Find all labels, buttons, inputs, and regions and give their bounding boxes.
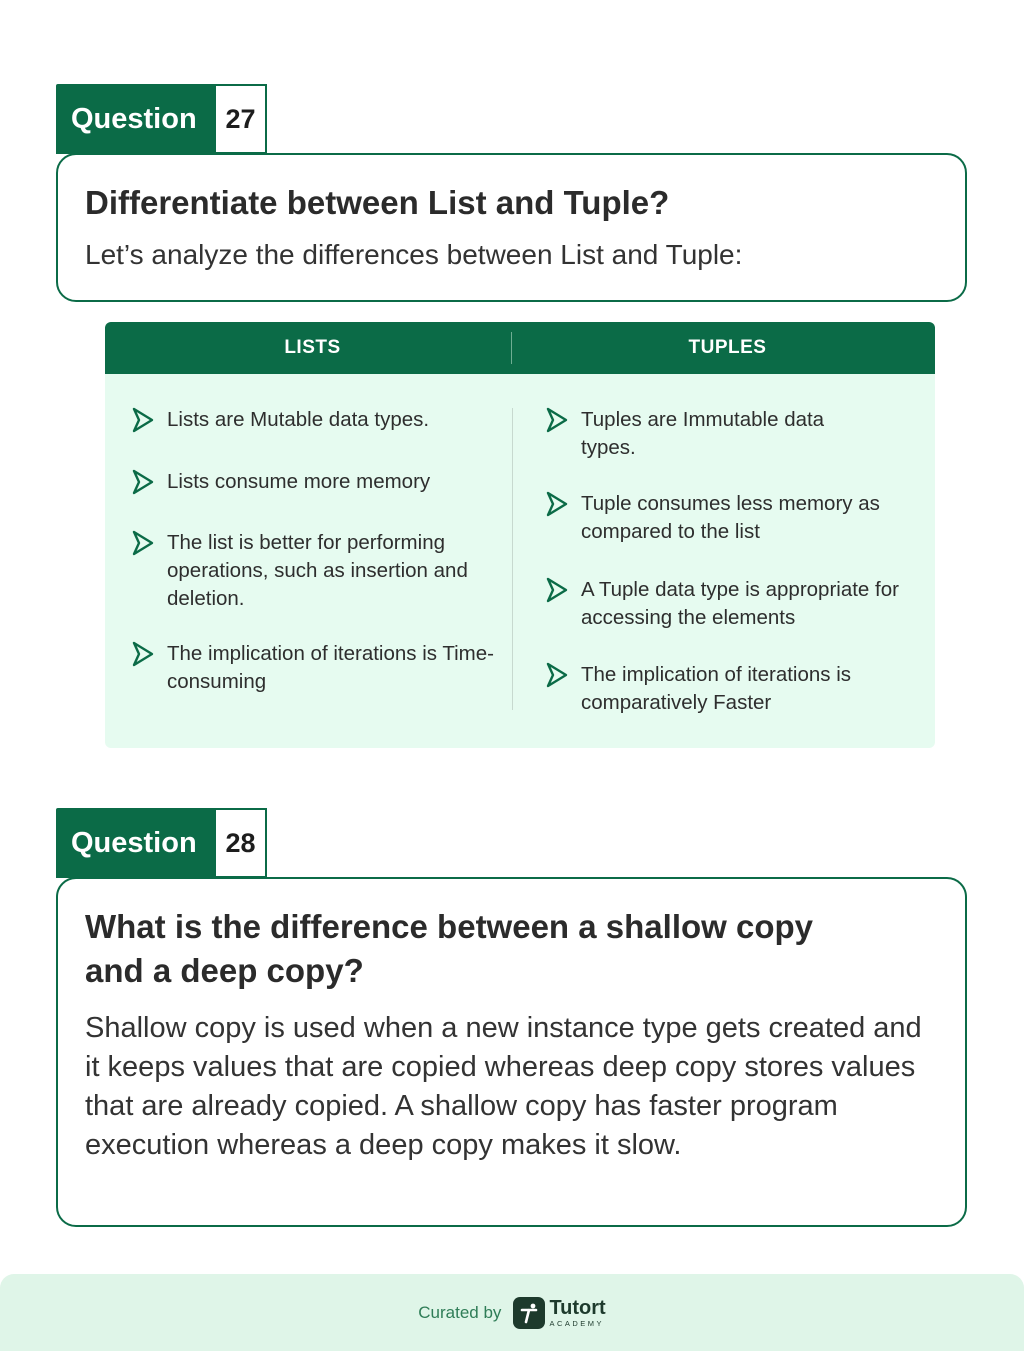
list-item-text: The list is better for performing operations, such as insertion and deletion. <box>167 531 468 610</box>
tuple-item-text: A Tuple data type is appropriate for accessing the elements <box>581 578 899 629</box>
tutort-logo-icon <box>513 1297 545 1329</box>
question-28-tab <box>56 808 267 878</box>
footer <box>0 1274 1024 1351</box>
brand-logo <box>549 1298 605 1328</box>
brand-subtitle: ACADEMY <box>549 1318 605 1328</box>
tuple-item <box>545 661 915 717</box>
question-number: 28 <box>216 808 267 878</box>
tuple-item-text: Tuples are Immutable data types. <box>581 408 825 459</box>
question-label: Question <box>56 84 216 154</box>
question-27-title: Differentiate between List and Tuple? <box>85 184 670 221</box>
brand-name: Tutort <box>549 1296 606 1319</box>
tuple-item <box>545 576 925 632</box>
arrow-icon <box>545 490 571 518</box>
question-number: 27 <box>216 84 267 154</box>
question-label: Question <box>56 808 216 878</box>
question-27-subtitle: Let’s analyze the differences between List and Tuple: <box>85 239 743 270</box>
arrow-icon <box>545 576 571 604</box>
column-divider <box>512 408 513 710</box>
list-item-text: Lists are Mutable data types. <box>167 408 430 431</box>
question-27-card <box>56 153 967 302</box>
question-28-title: What is the difference between a shallow copy and a deep copy? <box>85 908 813 989</box>
question-28-card <box>56 877 967 1227</box>
arrow-icon <box>131 468 157 496</box>
question-27-tab <box>56 84 267 154</box>
list-tuple-comparison <box>105 322 935 748</box>
question-28-body: Shallow copy is used when a new instance type gets created and it keeps values that are copied whereas deep copy stores values that are already copied. A shallow copy has faster program execution whereas a deep copy makes it slow. <box>85 1012 922 1161</box>
lists-header: LISTS <box>284 337 341 358</box>
list-item <box>131 640 501 696</box>
list-item <box>131 468 491 496</box>
arrow-icon <box>131 529 157 557</box>
tuple-item <box>545 406 915 462</box>
arrow-icon <box>131 406 157 434</box>
arrow-icon <box>545 661 571 689</box>
list-item <box>131 406 491 434</box>
list-item-text: Lists consume more memory <box>167 470 431 493</box>
tuples-header: TUPLES <box>688 337 767 358</box>
arrow-icon <box>545 406 571 434</box>
tuple-item <box>545 490 915 546</box>
curated-by-text: Curated by <box>418 1302 502 1322</box>
tuple-item-text: Tuple consumes less memory as compared to the list <box>581 492 880 543</box>
list-item <box>131 529 491 613</box>
arrow-icon <box>131 640 157 668</box>
comparison-header <box>105 322 935 374</box>
tuple-item-text: The implication of iterations is comparatively Faster <box>581 663 852 714</box>
header-divider <box>511 332 512 364</box>
list-item-text: The implication of iterations is Time-consuming <box>167 642 494 693</box>
